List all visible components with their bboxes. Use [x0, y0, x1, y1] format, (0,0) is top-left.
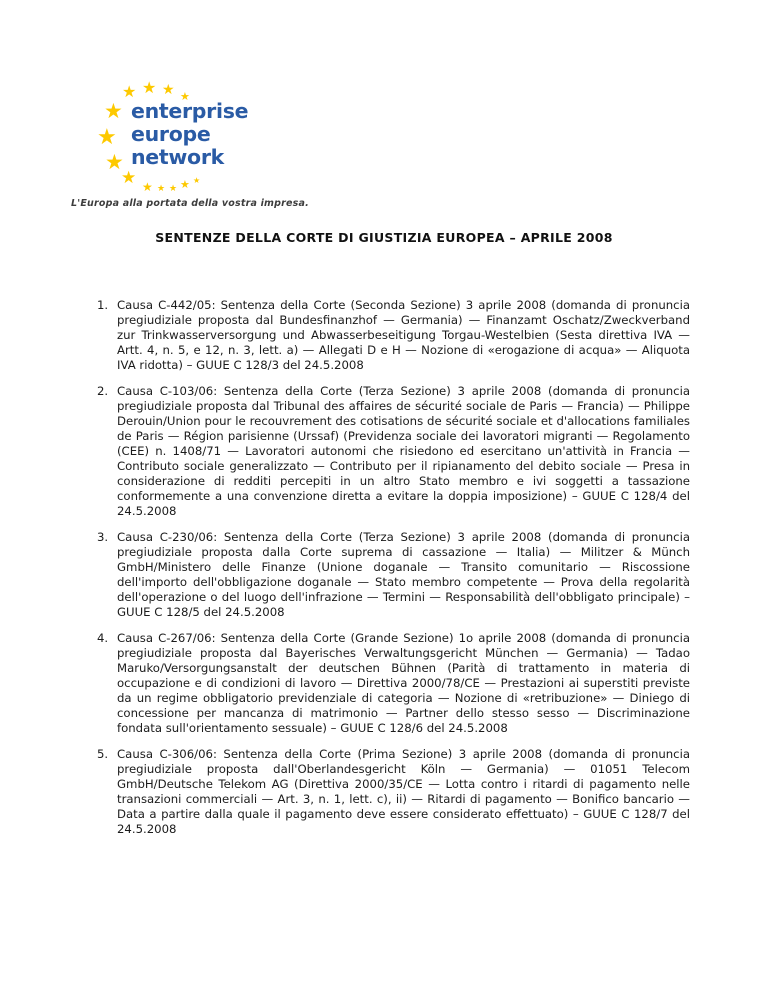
item-text: Causa C-230/06: Sentenza della Corte (Terza Sezione) 3 aprile 2008 (domanda di pronuncia pregiudiziale proposta dalla Corte suprema di cassazione — Italia) — Militzer & Münch GmbH/Ministero delle Finanze (Unione doganale — Transito comunitario — Riscossione dell'importo dell'obbligazione doganale — Stato membro competente — Prova della regolarità dell'operazione o del luogo dell'infrazione — Termini — Responsabilità dell'obbligato principale) – GUUE C 128/5 del 24.5.2008 — [117, 530, 690, 619]
eu-star-icon — [157, 185, 165, 194]
list-item — [97, 747, 690, 837]
eu-star-icon — [142, 181, 153, 193]
enterprise-europe-network-logo — [0, 0, 300, 220]
eu-star-icon — [169, 185, 177, 194]
eu-star-icon — [180, 179, 190, 190]
item-text: Causa C-103/06: Sentenza della Corte (Terza Sezione) 3 aprile 2008 (domanda di pronuncia pregiudiziale proposta dal Tribunal des affaires de sécurité sociale de Paris — Francia) — Philippe Derouin/Union pour le recouvrement des cotisations de sécurité sociale et d'allocations familiales de Paris — Région parisienne (Urssaf) (Previdenza sociale dei lavoratori migranti — Regolamento (CEE) n. 1408/71 — Lavoratori autonomi che risiedono ed esercitano un'attività in Francia — Contributo sociale generalizzato — Contributo per il ripianamento del debito sociale — Presa in considerazione di redditi percepiti in un altro Stato membro e ivi soggetti a tassazione conformemente a una convenzione diretta a evitare la doppia imposizione) – GUUE C 128/4 del 24.5.2008 — [117, 384, 690, 518]
eu-star-icon — [162, 83, 175, 97]
item-number: 5. — [97, 747, 109, 761]
logo-word-network: network — [131, 145, 224, 169]
item-text: Causa C-442/05: Sentenza della Corte (Seconda Sezione) 3 aprile 2008 (domanda di pronuncia pregiudiziale proposta dal Bundesfinanzhof — Germania) — Finanzamt Oschatz/Zweckverband zur Trinkwasserversorgung und Abwasserbeseitigung Torgau-Westelbien (Sesta direttiva IVA — Artt. 4, n. 5, e 12, n. 3, lett. a) — Allegati D e H — Nozione di «erogazione di acqua» — Aliquota IVA ridotta) – GUUE C 128/3 del 24.5.2008 — [117, 298, 690, 372]
eu-star-icon — [122, 84, 136, 100]
logo-wordmark — [131, 100, 248, 169]
eu-star-icon — [121, 170, 136, 187]
logo-tagline: L'Europa alla portata della vostra impresa. — [71, 198, 309, 209]
page-title: SENTENZE DELLA CORTE DI GIUSTIZIA EUROPEA – APRILE 2008 — [155, 230, 613, 245]
list-item — [97, 384, 690, 519]
eu-star-icon — [193, 177, 200, 185]
list-item — [97, 530, 690, 620]
eu-star-icon — [104, 101, 123, 122]
item-number: 3. — [97, 530, 109, 544]
item-number: 1. — [97, 298, 109, 312]
logo-word-enterprise: enterprise — [131, 99, 249, 123]
logo-word-europe: europe — [131, 122, 211, 146]
case-list — [97, 298, 690, 848]
item-number: 2. — [97, 384, 109, 398]
eu-star-icon — [142, 80, 156, 96]
list-item — [97, 298, 690, 373]
eu-star-icon — [97, 127, 117, 149]
item-text: Causa C-306/06: Sentenza della Corte (Prima Sezione) 3 aprile 2008 (domanda di pronuncia pregiudiziale proposta dall'Oberlandesgericht Köln — Germania) — 01051 Telecom GmbH/Deutsche Telekom AG (Direttiva 2000/35/CE — Lotta contro i ritardi di pagamento nelle transazioni commerciali — Art. 3, n. 1, lett. c), ii) — Ritardi di pagamento — Bonifico bancario — Data a partire dalla quale il pagamento deve essere considerato effettuato) – GUUE C 128/7 del 24.5.2008 — [117, 747, 690, 836]
item-text: Causa C-267/06: Sentenza della Corte (Grande Sezione) 1o aprile 2008 (domanda di pronuncia pregiudiziale proposta dal Bayerisches Verwaltungsgericht München — Germania) — Tadao Maruko/Versorgungsanstalt der deutschen Bühnen (Parità di trattamento in materia di occupazione e di condizioni di lavoro — Direttiva 2000/78/CE — Prestazioni ai superstiti previste da un regime obbligatorio previdenziale di categoria — Nozione di «retribuzione» — Diniego di concessione per mancanza di matrimonio — Partner dello stesso sesso — Discriminazione fondata sull'orientamento sessuale) – GUUE C 128/6 del 24.5.2008 — [117, 631, 690, 735]
list-item — [97, 631, 690, 736]
item-number: 4. — [97, 631, 109, 645]
